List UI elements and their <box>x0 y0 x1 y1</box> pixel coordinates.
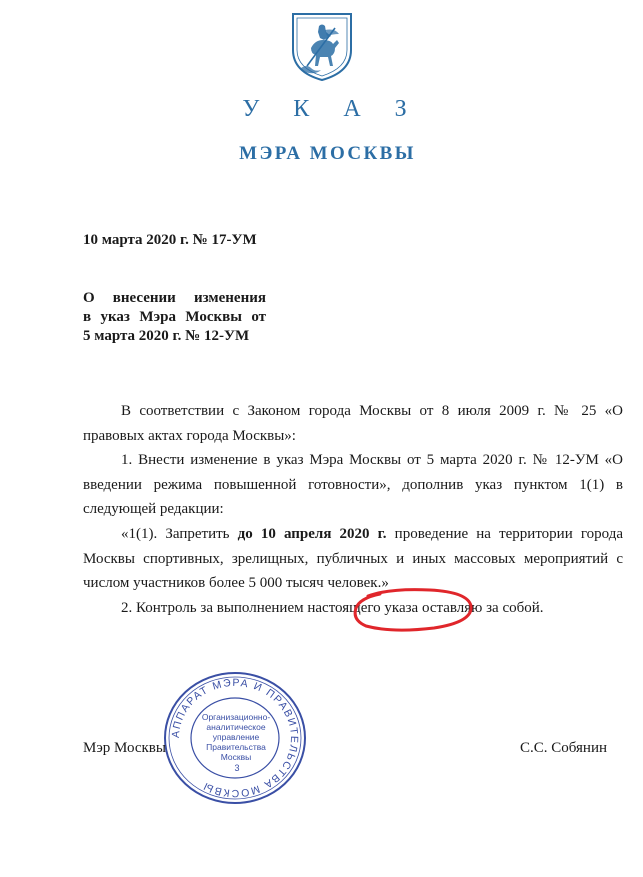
decree-subject <box>83 289 266 346</box>
document-title: У К А З <box>242 96 421 122</box>
decree-date-number: 10 марта 2020 г. № 17-УМ <box>83 232 257 248</box>
subject-line-3: 5 марта 2020 г. № 12-УМ <box>83 328 250 344</box>
moscow-coat-of-arms-icon <box>289 10 355 82</box>
stamp-center-text: Организационно-аналитическое управление Правительства Москвы <box>201 712 271 762</box>
stamp-number: 3 <box>234 763 240 773</box>
signatory-name: С.С. Собянин <box>520 740 608 756</box>
paragraph-item-1: 1. Внести изменение в указ Мэра Москвы от 5 марта 2020 г. № 12-УМ «О введении режима повышенной готовности», дополнив указ пунктом 1(1) в следующей редакции: <box>83 452 623 518</box>
red-circle-annotation <box>350 586 475 634</box>
stamp-ring-text: АППАРАТ МЭРА И ПРАВИТЕЛЬСТВА МОСКВЫ <box>169 676 301 800</box>
subject-line-2: в указ Мэра Москвы от <box>83 309 266 325</box>
paragraph-item-2: 2. Контроль за выполнением настоящего указа оставляю за собой. <box>121 599 544 616</box>
quoted-text-end: проведение на территории города Москвы спортивных, зрелищных, публичных и иных массовых мероприятий с числом участников более 5 000 тысяч человек.» <box>83 525 623 592</box>
paragraph-quoted-text <box>83 522 623 596</box>
quoted-text-start: «1(1). Запретить <box>121 525 238 542</box>
signatory-position: Мэр Москвы <box>83 740 166 756</box>
paragraph-preamble: В соответствии с Законом города Москвы от 8 июля 2009 г. № 25 «О правовых актах города Москвы»: <box>83 403 623 444</box>
quoted-text-deadline: до 10 апреля 2020 г. <box>237 525 387 542</box>
document-subtitle: МЭРА МОСКВЫ <box>239 143 416 164</box>
subject-line-1: О внесении изменения <box>83 290 266 306</box>
